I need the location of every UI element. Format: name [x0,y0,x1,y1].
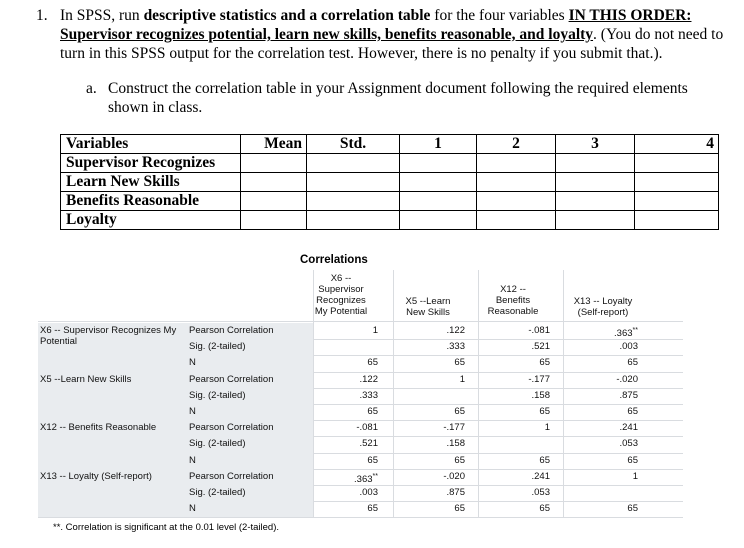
blank-cell [307,173,400,192]
blank-cell [477,154,556,173]
correlation-value: .363** [614,327,638,340]
statistic-label: Sig. (2-tailed) [186,436,313,452]
statistic-label: Pearson Correlation [186,420,313,436]
blank-cell [400,173,477,192]
correlation-value: 65 [539,454,550,466]
correlation-value: 65 [367,454,378,466]
correlation-value: .241 [619,422,638,434]
correlation-value: 65 [627,406,638,417]
correlation-value: 1 [632,470,638,482]
statistic-label: N [186,355,313,371]
statistic-label: N [186,453,313,469]
statistic-label: N [186,404,313,420]
column-header: X12 -- Benefits Reasonable [487,284,539,317]
column-header: X13 -- Loyalty (Self-report) [573,296,633,318]
correlation-value: .158 [531,389,550,401]
correlation-value: 65 [367,357,378,369]
correlation-value: .122 [446,325,465,336]
correlation-value: .053 [531,487,550,498]
header-std: Std. [307,135,400,154]
group-divider [38,517,683,518]
correlation-value: .333 [446,341,465,353]
column-header: X6 -- Supervisor Recognizes My Potential [314,273,368,317]
column-divider [563,270,564,517]
blank-cell [400,154,477,173]
correlation-value: 65 [454,406,465,417]
correlation-value: 65 [627,454,638,466]
correlation-value: -.020 [443,470,465,482]
correlation-value: -.177 [528,373,550,385]
row-variable-label: X12 -- Benefits Reasonable [38,420,186,469]
blank-cell [635,173,719,192]
row-label: Supervisor Recognizes [61,154,241,173]
question-a-text: Construct the correlation table in your Assignment document following the required elements shown in class. [108,80,688,116]
blank-cell [556,154,635,173]
blank-cell [307,211,400,230]
blank-cell [635,154,719,173]
row-label: Benefits Reasonable [61,192,241,211]
blank-table-header [61,135,719,154]
correlation-value: .875 [446,487,465,498]
blank-cell [635,192,719,211]
blank-cell [477,192,556,211]
blank-cell [477,211,556,230]
correlation-value: .521 [531,341,550,353]
correlation-value: .241 [531,470,550,482]
header-mean: Mean [241,135,307,154]
correlation-value: 65 [539,406,550,417]
header-3: 3 [556,135,635,154]
correlation-value: 1 [544,422,550,434]
blank-cell [635,211,719,230]
statistic-label: Sig. (2-tailed) [186,339,313,355]
blank-cell [241,211,307,230]
blank-cell [556,173,635,192]
blank-table-row [61,211,719,230]
correlation-value: 1 [372,325,378,336]
correlation-value: -.177 [443,422,465,434]
column-header: X5 --Learn New Skills [405,296,451,318]
correlation-value: 65 [454,357,465,369]
column-divider [313,270,314,517]
correlations-title: Correlations [300,254,368,266]
significance-footnote: **. Correlation is significant at the 0.01 level (2-tailed). [53,522,280,533]
correlation-value: 65 [539,357,550,369]
correlation-value: 65 [454,503,465,515]
row-label: Loyalty [61,211,241,230]
blank-cell [241,173,307,192]
header-4: 4 [635,135,719,154]
correlation-value: -.081 [528,325,550,336]
blank-table-row [61,173,719,192]
correlation-value: 65 [627,503,638,515]
blank-cell [307,154,400,173]
blank-table-row [61,154,719,173]
correlation-value: 1 [459,373,465,385]
header-2: 2 [477,135,556,154]
correlation-value: .053 [619,438,638,450]
header-variables: Variables [61,135,241,154]
correlation-value: .003 [619,341,638,353]
correlation-value: 65 [627,357,638,369]
blank-cell [241,192,307,211]
correlation-value: .003 [359,487,378,498]
statistic-label: Sig. (2-tailed) [186,485,313,501]
row-variable-label: X5 --Learn New Skills [38,372,186,421]
question-letter: a. [86,80,97,97]
correlation-value: .158 [446,438,465,450]
correlation-value: .122 [359,373,378,385]
blank-cell [477,173,556,192]
row-variable-label: X13 -- Loyalty (Self-report) [38,469,186,518]
correlation-value: 65 [539,503,550,515]
header-1: 1 [400,135,477,154]
statistic-label: N [186,501,313,517]
blank-cell [556,211,635,230]
blank-correlation-table [60,134,719,230]
question-number: 1. [36,7,48,24]
row-variable-label: X6 -- Supervisor Recognizes My Potential [38,323,186,372]
correlation-value: -.081 [356,422,378,434]
column-divider [478,270,479,517]
correlation-value: 65 [367,406,378,417]
correlation-value: .363** [354,472,378,485]
blank-table-row [61,192,719,211]
correlation-value: 65 [454,454,465,466]
correlation-value: .521 [359,438,378,450]
statistic-label: Sig. (2-tailed) [186,388,313,404]
correlation-value: 65 [367,503,378,515]
blank-cell [241,154,307,173]
blank-cell [556,192,635,211]
column-divider [393,270,394,517]
blank-cell [307,192,400,211]
header-divider [38,321,683,322]
correlation-value: -.020 [616,373,638,385]
correlation-value: .875 [619,389,638,401]
statistic-label: Pearson Correlation [186,372,313,388]
statistic-label: Pearson Correlation [186,469,313,485]
correlation-value: .333 [359,389,378,401]
statistic-label: Pearson Correlation [186,323,313,339]
blank-cell [400,211,477,230]
blank-cell [400,192,477,211]
row-label: Learn New Skills [61,173,241,192]
question-text: In SPSS, run descriptive statistics and a correlation table for the four variables IN THIS ORDER: Supervisor recognizes potential, learn new skills, benefits reasonable, and loyalty. (You do not need to turn in this SPSS output for the correlation test. However, there is no penalty if you submit that.). [60,7,724,62]
